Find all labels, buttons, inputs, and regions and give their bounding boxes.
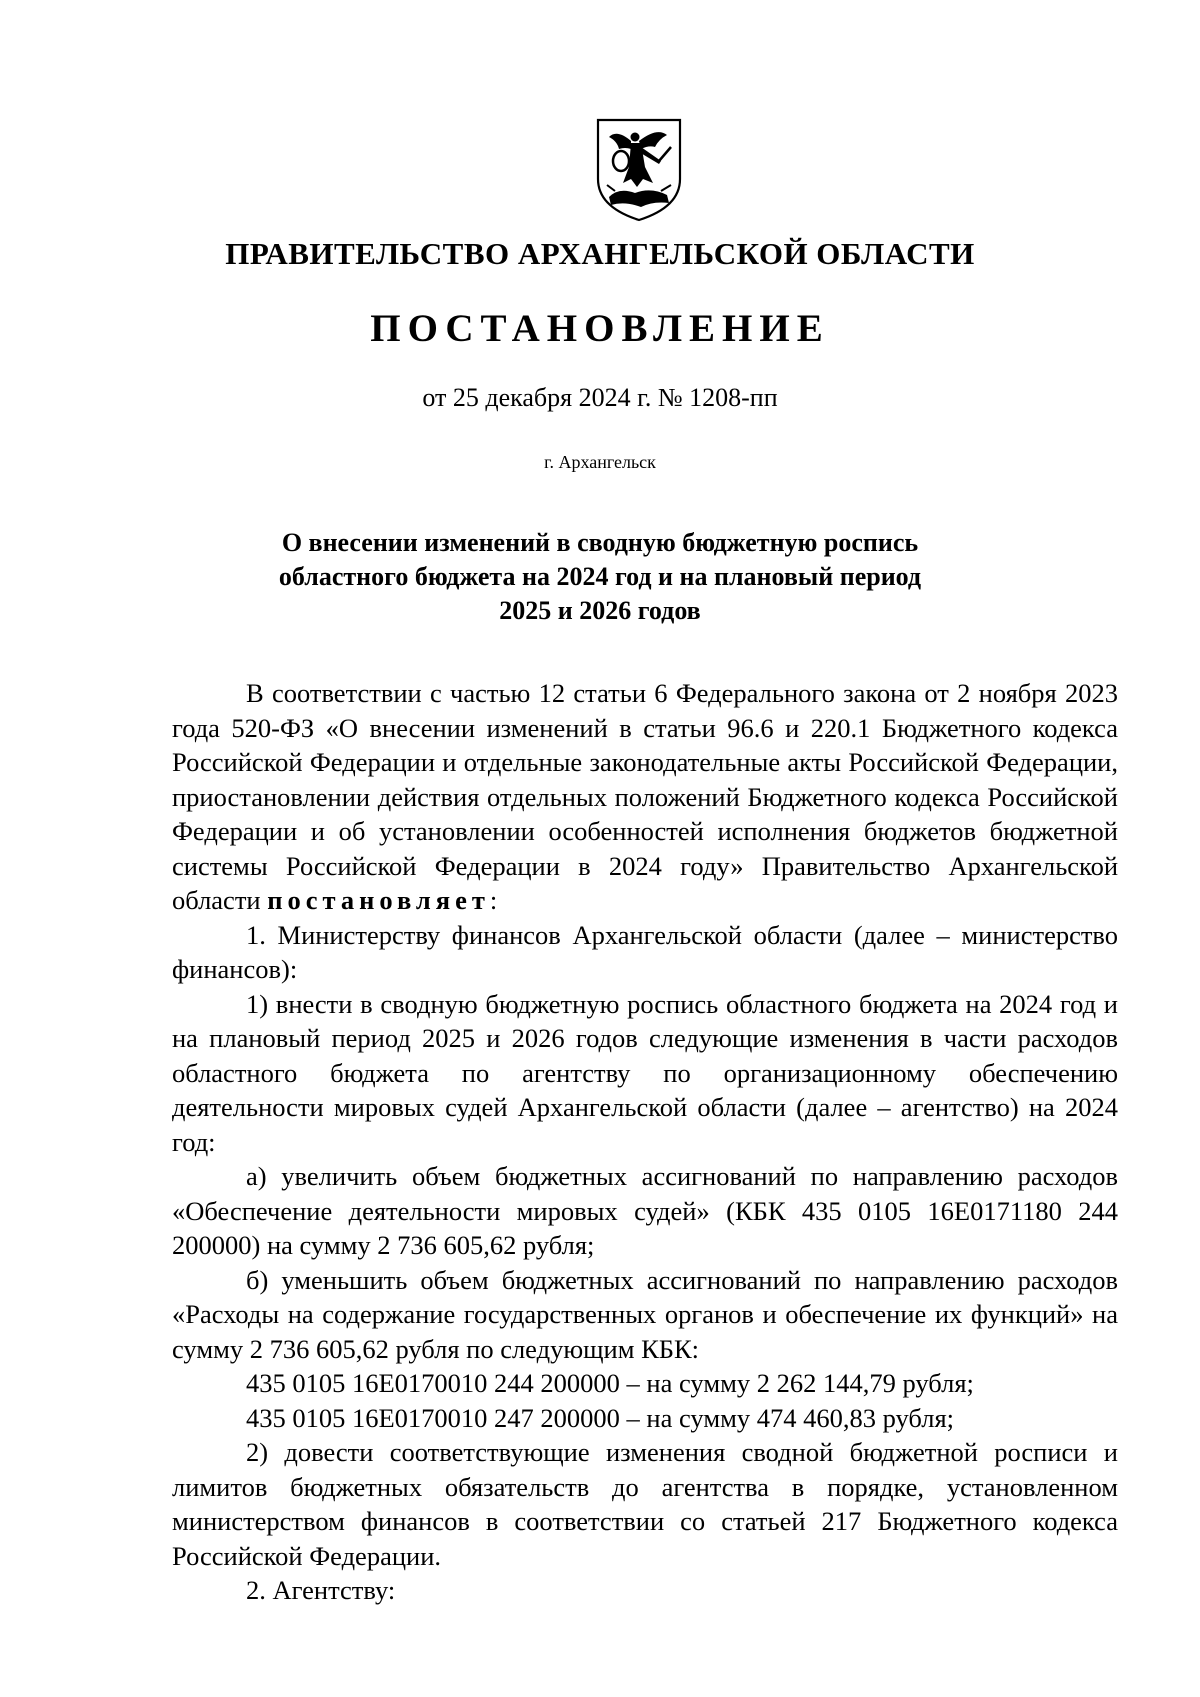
organization-name: ПРАВИТЕЛЬСТВО АРХАНГЕЛЬСКОЙ ОБЛАСТИ [225, 236, 975, 271]
decree-colon: : [489, 885, 498, 915]
city-name: г. Архангельск [544, 452, 656, 472]
item-1-paragraph: 1. Министерству финансов Архангельской области (далее – министерство финансов): [172, 919, 1118, 984]
arkhangelsk-coat-of-arms-icon [595, 117, 683, 223]
title-line: областного бюджета на 2024 год и на плановый период [278, 562, 922, 591]
document-type: ПОСТАНОВЛЕНИЕ [370, 307, 830, 350]
item-1-1-b-paragraph: б) уменьшить объем бюджетных ассигнований по направлению расходов «Расходы на содержание государственных органов и обеспечение их функций» на сумму 2 736 605,62 рубля по следующим КБК: [172, 1264, 1118, 1364]
title-line: 2025 и 2026 годов [499, 596, 701, 625]
preamble-paragraph [172, 676, 1118, 918]
item-1-1-paragraph: 1) внести в сводную бюджетную роспись областного бюджета на 2024 год и на плановый период 2025 и 2026 годов следующие изменения в части расходов областного бюджета по агентству по организационному обеспечению деятельности мировых судей Архангельской области (далее – агентство) на 2024 год: [172, 988, 1118, 1157]
kbk-line: 435 0105 16Е0170010 247 200000 – на сумму 474 460,83 рубля; [246, 1402, 955, 1433]
document-body [172, 676, 1118, 1608]
item-2-paragraph: 2. Агентству: [246, 1575, 396, 1605]
item-1-2-paragraph: 2) довести соответствующие изменения сводной бюджетной росписи и лимитов бюджетных обязательств до агентства в порядке, установленном министерством финансов в соответствии со статьей 217 Бюджетного кодекса Российской Федерации. [172, 1437, 1118, 1571]
kbk-line: 435 0105 16Е0170010 244 200000 – на сумму 2 262 144,79 рубля; [246, 1368, 974, 1398]
document-title [200, 526, 1000, 628]
decree-word: постановляет [267, 885, 490, 915]
title-line: О внесении изменений в сводную бюджетную роспись [281, 528, 919, 557]
preamble-text: В соответствии с частью 12 статьи 6 Федерального закона от 2 ноября 2023 года 520-ФЗ «О внесении изменений в статьи 96.6 и 220.1 Бюджетного кодекса Российской Федерации и отдельные законодательные акты Российской Федерации, приостановлении действия отдельных положений Бюджетного кодекса Российской Федерации и об установлении особенностей исполнения бюджетов бюджетной системы Российской Федерации в 2024 году» Правительство Архангельской области [172, 678, 1118, 915]
item-1-1-a-paragraph: а) увеличить объем бюджетных ассигнований по направлению расходов «Обеспечение деятельности мировых судей» (КБК 435 0105 16Е0171180 244 200000) на сумму 2 736 605,62 рубля; [172, 1161, 1118, 1260]
document-date-number: от 25 декабря 2024 г. № 1208-пп [422, 383, 778, 412]
